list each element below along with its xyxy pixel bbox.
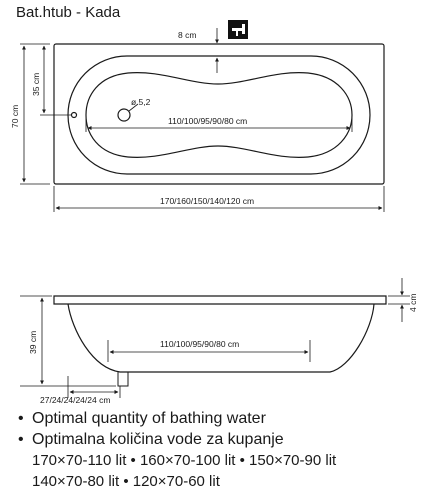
rim-height-label: 4 cm [408,293,418,312]
tub-body-side [68,304,374,372]
inner-length-side-label: 110/100/95/90/80 cm [160,339,240,349]
water-quantity-notes [18,408,438,492]
tub-basin-inner [86,73,352,158]
capacity-line-2: 140×70-80 lit • 120×70-60 lit [32,473,220,490]
width-label: 70 cm [10,104,20,128]
bottom-width-label: 27/24/24/24/24 cm [40,395,111,405]
inner-length-top-label: 110/100/95/90/80 cm [168,116,248,126]
drain-hole [118,109,130,121]
overflow-hole [72,113,77,118]
note-local: • Optimalna količina vode za kupanje [18,431,284,448]
capacity-line-1: 170×70-110 lit • 160×70-100 lit • 150×70-90 lit [32,452,337,469]
tub-drain-stub [118,372,128,386]
half-width-label: 35 cm [31,72,41,96]
diagram-title: Bat.htub - Kada [16,4,121,21]
top-margin-label: 8 cm [178,30,197,40]
tub-basin-outer [68,56,370,174]
overall-length-label: 170/160/150/140/120 cm [160,196,255,206]
height-label: 39 cm [28,330,38,354]
drain-diameter-label: ø 5,2 [131,97,151,107]
faucet-icon [228,20,248,39]
note-english-text: Optimal quantity of bathing water [32,410,266,427]
tub-rim-side [54,296,386,304]
note-local-text: Optimalna količina vode za kupanje [32,431,284,448]
top-view [54,44,384,184]
tub-outline-top [54,44,384,184]
note-english: • Optimal quantity of bathing water [18,410,266,427]
